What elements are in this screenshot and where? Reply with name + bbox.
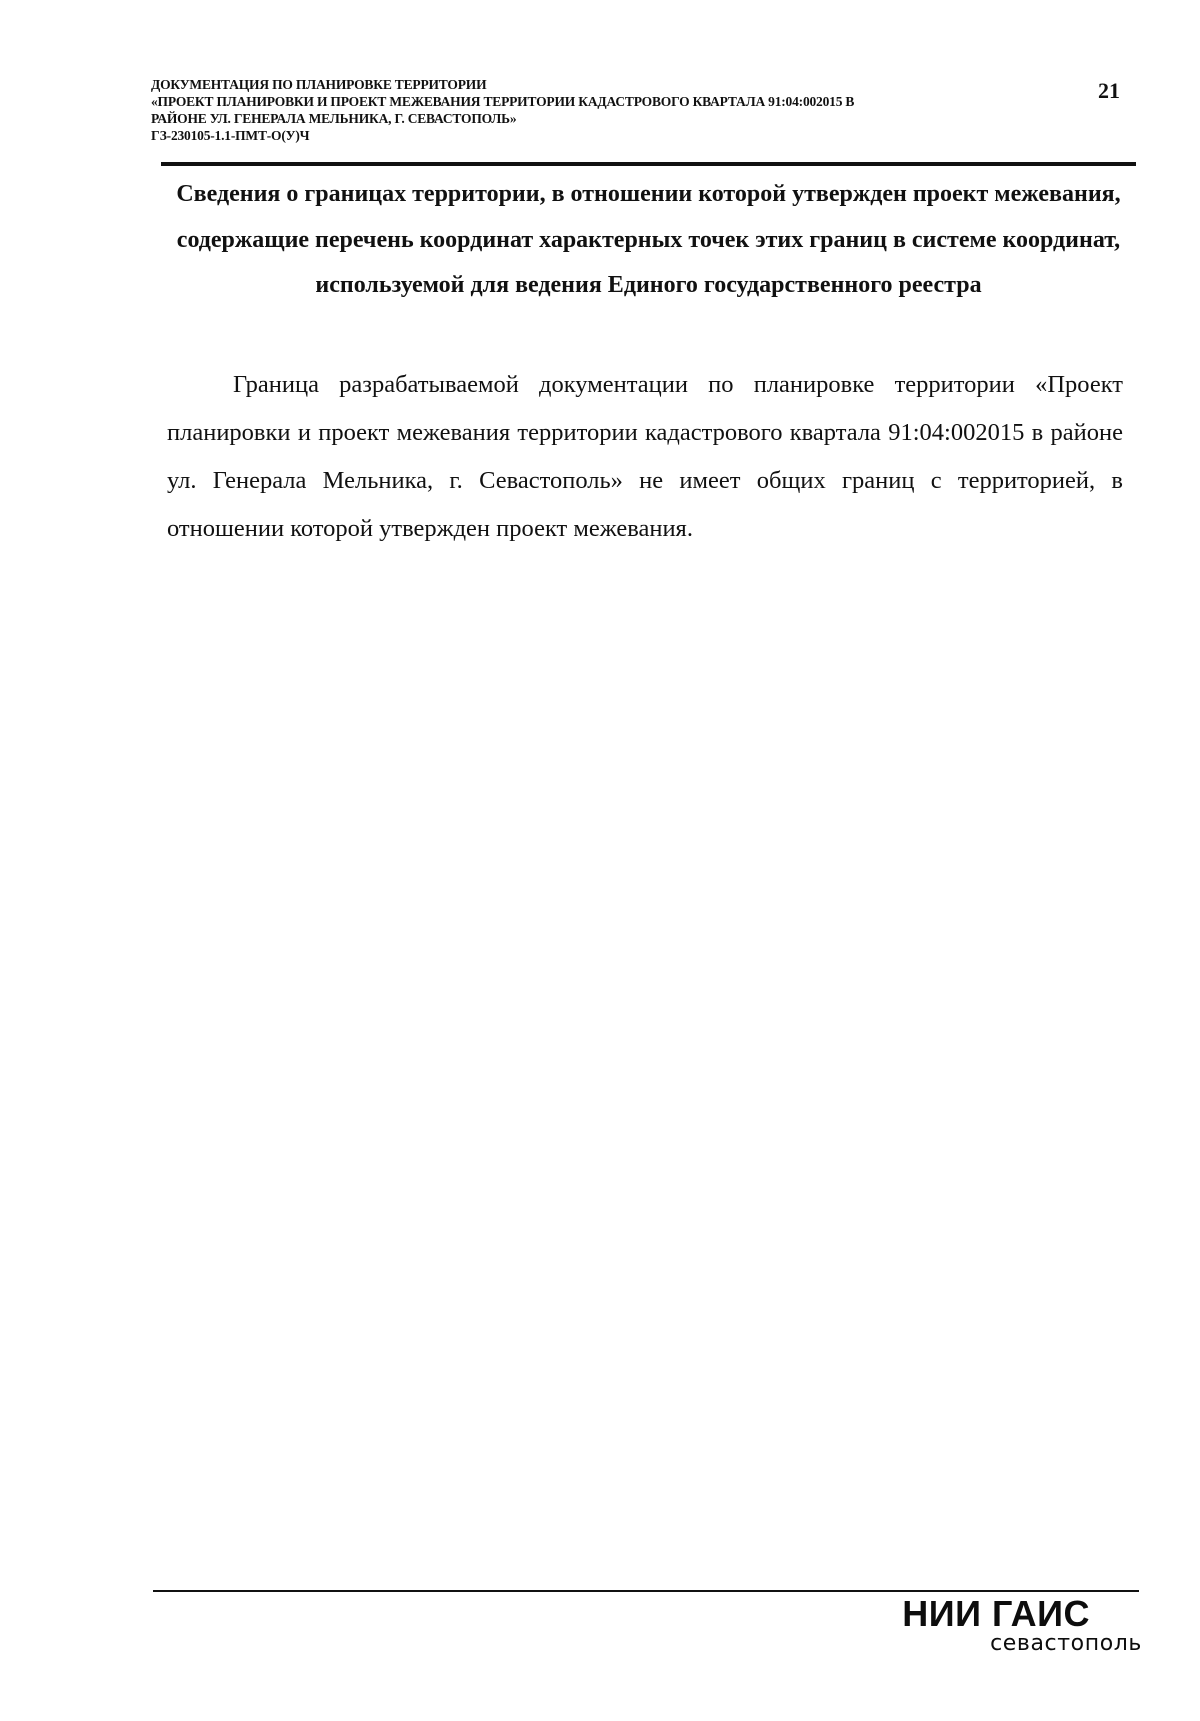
section-title: Сведения о границах территории, в отношении которой утвержден проект межевания, содержащие перечень координат характерных точек этих границ в системе координат, используемой для ведения Единого государственного реестра bbox=[176, 181, 1121, 298]
header-line-2: «ПРОЕКТ ПЛАНИРОВКИ И ПРОЕКТ МЕЖЕВАНИЯ ТЕРРИТОРИИ КАДАСТРОВОГО КВАРТАЛА 91:04:002015 В bbox=[151, 94, 855, 109]
footer-divider bbox=[153, 1590, 1139, 1592]
header-line-4: ГЗ-230105-1.1-ПМТ-О(У)Ч bbox=[151, 128, 310, 143]
header-line-3: РАЙОНЕ УЛ. ГЕНЕРАЛА МЕЛЬНИКА, Г. СЕВАСТОПОЛЬ» bbox=[151, 111, 517, 126]
document-header bbox=[151, 76, 1051, 144]
header-line-1: ДОКУМЕНТАЦИЯ ПО ПЛАНИРОВКЕ ТЕРРИТОРИИ bbox=[151, 77, 487, 92]
logo-sub-text: севастополь bbox=[990, 1631, 1142, 1656]
page-number: 21 bbox=[1098, 78, 1120, 103]
header-divider bbox=[161, 162, 1136, 166]
footer-logo bbox=[896, 1593, 1146, 1663]
logo-main-text: НИИ ГАИС bbox=[902, 1593, 1090, 1634]
body-paragraph: Граница разрабатываемой документации по планировке территории «Проект планировки и проект межевания территории кадастрового квартала 91:04:002015 в районе ул. Генерала Мельника, г. Севастополь» не имеет общих границ с территорией, в отношении которой утвержден проект межевания. bbox=[167, 371, 1123, 542]
